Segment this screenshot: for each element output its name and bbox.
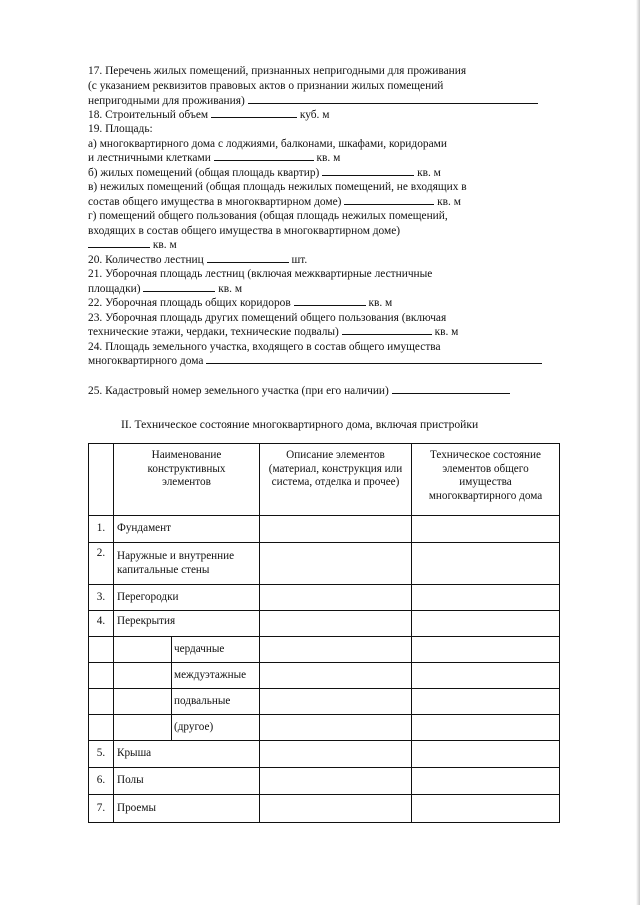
empty-cell — [89, 715, 114, 741]
item-19g-line-2: входящих в состав общего имущества в многоквартирном доме) — [88, 225, 401, 237]
fill-blank[interactable] — [344, 195, 434, 205]
subrow-name: чердачные — [172, 637, 260, 663]
item-19v-line-2: состав общего имущества в многоквартирном доме) кв. м — [88, 196, 461, 208]
item-19a-line-1: а) многоквартирного дома с лоджиями, балконами, шкафами, коридорами — [88, 138, 447, 150]
condition-cell[interactable] — [412, 585, 560, 611]
header-num — [89, 444, 114, 516]
description-cell[interactable] — [260, 795, 412, 823]
table-row — [89, 611, 560, 637]
item-17-line-3: непригодными для проживания) — [88, 94, 538, 108]
condition-cell[interactable] — [412, 637, 560, 663]
header-name: Наименование конструктивных элементов — [114, 444, 260, 516]
condition-cell[interactable] — [412, 663, 560, 689]
row-number: 7. — [89, 795, 114, 823]
subrow-name: (другое) — [172, 715, 260, 741]
row-element-name: Полы — [114, 768, 260, 795]
table-row — [89, 795, 560, 823]
section-title: II. Техническое состояние многоквартирного дома, включая пристройки — [121, 418, 479, 431]
fill-blank[interactable] — [214, 151, 314, 161]
table-row — [89, 585, 560, 611]
description-cell[interactable] — [260, 585, 412, 611]
fill-blank[interactable] — [342, 325, 432, 335]
item-19a-line-2: и лестничными клетками кв. м — [88, 152, 341, 164]
fill-blank[interactable] — [248, 94, 538, 104]
row-element-name: Наружные и внутренние капитальные стены — [114, 543, 260, 585]
item-24-line-2: многоквартирного дома — [88, 354, 542, 368]
row-number: 5. — [89, 741, 114, 768]
item-19v-line-1: в) нежилых помещений (общая площадь нежилых помещений, не входящих в — [88, 181, 467, 193]
row-element-name: Фундамент — [114, 516, 260, 543]
row-number: 3. — [89, 585, 114, 611]
condition-cell[interactable] — [412, 741, 560, 768]
item-21-line-2: площадки) кв. м — [88, 283, 243, 295]
empty-cell — [114, 715, 172, 741]
subrow-name: междуэтажные — [172, 663, 260, 689]
description-cell[interactable] — [260, 637, 412, 663]
item-23-line-1: 23. Уборочная площадь других помещений общего пользования (включая — [88, 312, 447, 324]
item-25: 25. Кадастровый номер земельного участка (при его наличии) — [88, 384, 510, 398]
table-subrow — [89, 637, 560, 663]
empty-cell — [114, 663, 172, 689]
description-cell[interactable] — [260, 516, 412, 543]
table-row — [89, 516, 560, 543]
row-element-name: Перекрытия — [114, 611, 260, 637]
item-20: 20. Количество лестниц шт. — [88, 254, 308, 266]
description-cell[interactable] — [260, 741, 412, 768]
description-cell[interactable] — [260, 768, 412, 795]
condition-cell[interactable] — [412, 795, 560, 823]
condition-cell[interactable] — [412, 611, 560, 637]
item-17-line-2: (с указанием реквизитов правовых актов о признании жилых помещений — [88, 80, 444, 92]
item-19: 19. Площадь: — [88, 123, 153, 135]
fill-blank[interactable] — [392, 384, 510, 394]
empty-cell — [89, 689, 114, 715]
fill-blank[interactable] — [206, 354, 542, 364]
table-subrow — [89, 715, 560, 741]
fill-blank[interactable] — [143, 282, 215, 292]
subrow-name: подвальные — [172, 689, 260, 715]
row-number: 4. — [89, 611, 114, 637]
header-condition: Техническое состояние элементов общего имущества многоквартирного дома — [412, 444, 560, 516]
condition-cell[interactable] — [412, 516, 560, 543]
table-row — [89, 543, 560, 585]
table-row — [89, 741, 560, 768]
fill-blank[interactable] — [207, 253, 289, 263]
item-19g-line-1: г) помещений общего пользования (общая площадь нежилых помещений, — [88, 210, 448, 222]
item-19g-line-3: кв. м — [88, 238, 177, 252]
item-24-line-1: 24. Площадь земельного участка, входящего в состав общего имущества — [88, 341, 441, 353]
description-cell[interactable] — [260, 715, 412, 741]
fill-blank[interactable] — [88, 238, 150, 248]
scan-edge-shadow — [636, 0, 640, 905]
condition-cell[interactable] — [412, 689, 560, 715]
item-17-line-1: 17. Перечень жилых помещений, признанных непригодными для проживания — [88, 65, 467, 77]
item-19b: б) жилых помещений (общая площадь квартир) кв. м — [88, 167, 441, 179]
row-element-name: Проемы — [114, 795, 260, 823]
empty-cell — [89, 637, 114, 663]
description-cell[interactable] — [260, 689, 412, 715]
table-subrow — [89, 689, 560, 715]
row-number: 1. — [89, 516, 114, 543]
table-subrow — [89, 663, 560, 689]
table-row — [89, 768, 560, 795]
description-cell[interactable] — [260, 611, 412, 637]
item-22: 22. Уборочная площадь общих коридоров кв. м — [88, 297, 393, 309]
row-number: 2. — [89, 543, 114, 585]
empty-cell — [114, 637, 172, 663]
condition-cell[interactable] — [412, 543, 560, 585]
table-header-row — [89, 444, 560, 516]
elements-table — [88, 443, 560, 823]
item-21-line-1: 21. Уборочная площадь лестниц (включая межквартирные лестничные — [88, 268, 433, 280]
condition-cell[interactable] — [412, 768, 560, 795]
description-cell[interactable] — [260, 663, 412, 689]
row-element-name: Перегородки — [114, 585, 260, 611]
item-23-line-2: технические этажи, чердаки, технические подвалы) кв. м — [88, 326, 459, 338]
fill-blank[interactable] — [322, 166, 414, 176]
header-description: Описание элементов (материал, конструкция или система, отделка и прочее) — [260, 444, 412, 516]
condition-cell[interactable] — [412, 715, 560, 741]
empty-cell — [89, 663, 114, 689]
row-number: 6. — [89, 768, 114, 795]
item-18: 18. Строительный объем куб. м — [88, 109, 330, 121]
empty-cell — [114, 689, 172, 715]
fill-blank[interactable] — [294, 296, 366, 306]
row-element-name: Крыша — [114, 741, 260, 768]
description-cell[interactable] — [260, 543, 412, 585]
fill-blank[interactable] — [211, 108, 297, 118]
